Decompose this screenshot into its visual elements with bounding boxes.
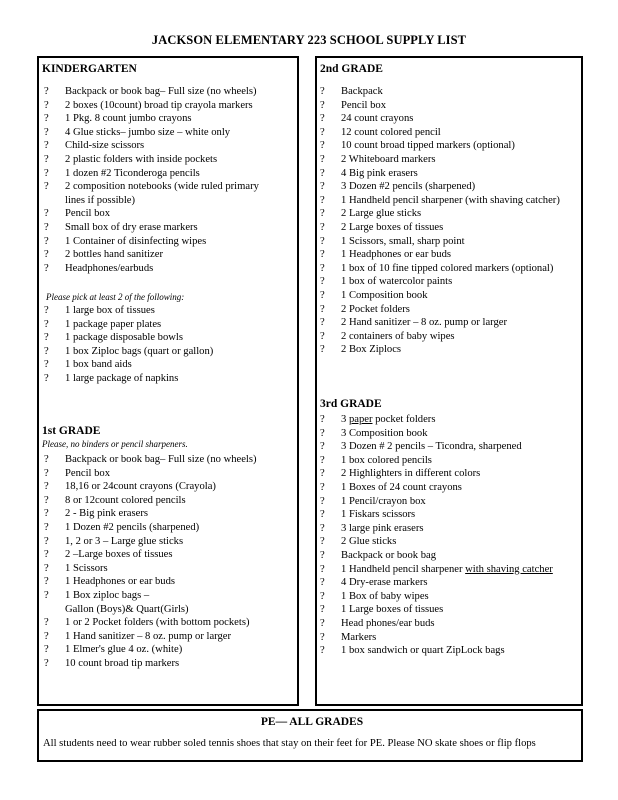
item-text: 1 Handheld pencil sharpener (with shaving catcher) xyxy=(341,194,560,206)
item-text: Pencil box xyxy=(341,99,387,111)
list-item xyxy=(41,562,257,576)
item-text: 3 large pink erasers xyxy=(341,522,424,534)
list-item xyxy=(41,372,213,386)
list-item xyxy=(317,85,560,99)
bullet-marker: ? xyxy=(320,563,325,575)
item-text: Small box of dry erase markers xyxy=(65,221,198,233)
item-text: 1 box colored pencils xyxy=(341,454,432,466)
bullet-marker: ? xyxy=(320,495,325,507)
pe-box xyxy=(37,709,583,762)
list-item xyxy=(41,643,257,657)
bullet-marker: ? xyxy=(320,509,325,521)
list-item xyxy=(41,575,257,589)
bullet-marker: ? xyxy=(320,262,325,274)
item-text: 1 Fiskars scissors xyxy=(341,509,416,521)
bullet-marker: ? xyxy=(44,208,49,220)
bullet-marker: ? xyxy=(44,86,49,97)
bullet-marker: ? xyxy=(44,508,49,520)
bullet-marker: ? xyxy=(44,494,49,506)
list-item xyxy=(41,139,259,153)
list-item xyxy=(41,630,257,644)
list-item xyxy=(41,180,259,207)
list-item xyxy=(41,248,259,262)
bullet-marker: ? xyxy=(44,589,49,601)
item-text: 18,16 or 24count crayons (Crayola) xyxy=(65,481,216,493)
list-item xyxy=(317,330,560,344)
kindergarten-list xyxy=(41,85,259,275)
item-text: 2 Glue sticks xyxy=(341,536,397,548)
item-text: 10 count broad tip markers xyxy=(65,657,180,669)
bullet-marker: ? xyxy=(320,303,325,315)
bullet-marker: ? xyxy=(320,414,325,425)
item-text: 1 box Ziploc bags (quart or gallon) xyxy=(65,345,214,357)
bullet-marker: ? xyxy=(44,359,49,371)
list-item xyxy=(41,153,259,167)
list-item xyxy=(317,316,560,330)
bullet-marker: ? xyxy=(44,481,49,493)
list-item xyxy=(41,345,213,359)
bullet-marker: ? xyxy=(44,126,49,138)
bullet-marker: ? xyxy=(44,99,49,111)
list-item xyxy=(41,221,259,235)
bullet-marker: ? xyxy=(44,318,49,330)
item-text: Pencil box xyxy=(65,208,111,220)
list-item xyxy=(317,576,553,590)
item-text: 1 Pkg. 8 count jumbo crayons xyxy=(65,113,192,125)
bullet-marker: ? xyxy=(44,644,49,656)
bullet-marker: ? xyxy=(320,317,325,329)
item-text: 3 Dozen # 2 pencils – Ticondra, sharpened xyxy=(341,441,522,453)
item-text: 3 xyxy=(341,414,349,425)
list-item xyxy=(317,167,560,181)
list-item xyxy=(317,549,553,563)
list-item xyxy=(317,481,553,495)
bullet-marker: ? xyxy=(320,289,325,301)
bullet-marker: ? xyxy=(44,140,49,152)
item-text: Backpack xyxy=(341,86,383,97)
bullet-marker: ? xyxy=(320,249,325,261)
item-text: 2 containers of baby wipes xyxy=(341,330,455,342)
item-text: Backpack or book bag xyxy=(341,549,437,561)
list-item xyxy=(41,235,259,249)
list-item xyxy=(41,207,259,221)
bullet-marker: ? xyxy=(320,330,325,342)
list-item xyxy=(317,180,560,194)
item-text: 1 Scissors, small, sharp point xyxy=(341,235,465,247)
item-continuation: lines if possible) xyxy=(65,194,136,206)
bullet-marker: ? xyxy=(320,481,325,493)
bullet-marker: ? xyxy=(320,604,325,616)
bullet-marker: ? xyxy=(320,454,325,466)
bullet-marker: ? xyxy=(320,631,325,643)
item-text: 8 or 12count colored pencils xyxy=(65,494,186,506)
item-text: 1 box band aids xyxy=(65,359,132,371)
item-text: 24 count crayons xyxy=(341,113,414,125)
first-grade-note: Please, no binders or pencil sharpeners. xyxy=(42,439,188,449)
bullet-marker: ? xyxy=(320,126,325,138)
bullet-marker: ? xyxy=(44,562,49,574)
list-item xyxy=(317,275,560,289)
bullet-marker: ? xyxy=(320,577,325,589)
bullet-marker: ? xyxy=(320,153,325,165)
third-grade-list xyxy=(317,413,553,658)
bullet-marker: ? xyxy=(44,617,49,629)
bullet-marker: ? xyxy=(320,344,325,356)
bullet-marker: ? xyxy=(320,590,325,602)
list-item xyxy=(41,99,259,113)
bullet-marker: ? xyxy=(44,305,49,316)
bullet-marker: ? xyxy=(44,262,49,274)
list-item xyxy=(317,590,553,604)
item-text: 3 Composition book xyxy=(341,427,428,439)
list-item xyxy=(41,318,213,332)
list-item xyxy=(317,631,553,645)
list-item xyxy=(317,535,553,549)
bullet-marker: ? xyxy=(44,630,49,642)
list-item xyxy=(41,262,259,276)
bullet-marker: ? xyxy=(44,181,49,193)
bullet-marker: ? xyxy=(44,332,49,344)
list-item xyxy=(317,522,553,536)
second-grade-list xyxy=(317,85,560,357)
item-text: Headphones/earbuds xyxy=(65,262,154,274)
bullet-marker: ? xyxy=(320,140,325,152)
list-item xyxy=(317,207,560,221)
bullet-marker: ? xyxy=(44,521,49,533)
item-text: 1, 2 or 3 – Large glue sticks xyxy=(65,535,184,547)
item-text: 4 Glue sticks– jumbo size – white only xyxy=(65,126,231,138)
item-text: 1 dozen #2 Ticonderoga pencils xyxy=(65,167,200,179)
bullet-marker: ? xyxy=(44,153,49,165)
item-text: 2 Box Ziplocs xyxy=(341,344,402,356)
bullet-marker: ? xyxy=(320,235,325,247)
item-text: 1 Large boxes of tissues xyxy=(341,604,444,616)
item-continuation: Gallon (Boys)& Quart(Girls) xyxy=(65,603,189,615)
list-item xyxy=(41,521,257,535)
bullet-marker: ? xyxy=(320,99,325,111)
bullet-marker: ? xyxy=(44,345,49,357)
list-item xyxy=(41,304,213,318)
bullet-marker: ? xyxy=(44,549,49,561)
bullet-marker: ? xyxy=(44,249,49,261)
list-item xyxy=(317,440,553,454)
kindergarten-heading: KINDERGARTEN xyxy=(42,63,137,75)
list-item xyxy=(317,235,560,249)
list-item xyxy=(41,167,259,181)
bullet-marker: ? xyxy=(44,235,49,247)
bullet-marker: ? xyxy=(44,372,49,384)
bullet-marker: ? xyxy=(320,181,325,193)
bullet-marker: ? xyxy=(320,208,325,220)
kindergarten-pick-note: Please pick at least 2 of the following: xyxy=(46,292,185,302)
third-grade-heading: 3rd GRADE xyxy=(320,398,382,410)
item-text: 2 bottles hand sanitizer xyxy=(65,249,163,261)
list-item xyxy=(41,358,213,372)
bullet-marker: ? xyxy=(320,427,325,439)
kindergarten-pick-list xyxy=(41,304,213,386)
list-item xyxy=(317,221,560,235)
item-text-underlined: with shaving catcher xyxy=(465,563,553,575)
item-text: 1 Boxes of 24 count crayons xyxy=(341,481,462,493)
list-item xyxy=(41,535,257,549)
list-item xyxy=(317,99,560,113)
pe-heading: PE— ALL GRADES xyxy=(260,716,364,728)
list-item xyxy=(41,331,213,345)
bullet-marker: ? xyxy=(320,113,325,125)
list-item xyxy=(317,248,560,262)
item-text: 1 box of 10 fine tipped colored markers (optional) xyxy=(341,262,554,274)
item-text: 4 Dry-erase markers xyxy=(341,577,428,589)
right-column-box xyxy=(315,56,583,706)
item-text: 1 box of watercolor paints xyxy=(341,276,453,288)
list-item xyxy=(317,194,560,208)
item-text: 1 Scissors xyxy=(65,562,108,574)
list-item xyxy=(41,494,257,508)
list-item xyxy=(41,85,259,99)
bullet-marker: ? xyxy=(320,441,325,453)
bullet-marker: ? xyxy=(44,657,49,669)
bullet-marker: ? xyxy=(44,454,49,465)
list-item xyxy=(317,495,553,509)
item-text: 1 Dozen #2 pencils (sharpened) xyxy=(65,521,200,533)
list-item xyxy=(41,589,257,616)
item-text: Child-size scissors xyxy=(65,140,145,152)
item-text: 1 box sandwich or quart ZipLock bags xyxy=(341,645,505,657)
item-text: pocket folders xyxy=(372,414,436,425)
item-text: Backpack or book bag– Full size (no wheels) xyxy=(65,86,257,97)
list-item xyxy=(317,467,553,481)
list-item xyxy=(317,289,560,303)
list-item xyxy=(317,262,560,276)
item-text: 2 Large glue sticks xyxy=(341,208,422,220)
item-text: 1 package disposable bowls xyxy=(65,332,183,344)
list-item xyxy=(317,139,560,153)
list-item xyxy=(317,303,560,317)
list-item xyxy=(317,112,560,126)
bullet-marker: ? xyxy=(320,86,325,97)
item-text: 1 Composition book xyxy=(341,289,428,301)
list-item xyxy=(41,126,259,140)
bullet-marker: ? xyxy=(320,167,325,179)
bullet-marker: ? xyxy=(320,536,325,548)
bullet-marker: ? xyxy=(320,549,325,561)
item-text: 2 Pocket folders xyxy=(341,303,410,315)
item-text: 2 plastic folders with inside pockets xyxy=(65,153,218,165)
list-item xyxy=(41,453,257,467)
left-column-box xyxy=(37,56,299,706)
bullet-marker: ? xyxy=(44,576,49,588)
bullet-marker: ? xyxy=(44,113,49,125)
bullet-marker: ? xyxy=(320,194,325,206)
item-text: 2 Highlighters in different colors xyxy=(341,468,481,480)
list-item xyxy=(317,644,553,658)
bullet-marker: ? xyxy=(320,468,325,480)
bullet-marker: ? xyxy=(320,221,325,233)
bullet-marker: ? xyxy=(320,522,325,534)
item-text: 2 Large boxes of tissues xyxy=(341,221,444,233)
list-item xyxy=(317,563,553,577)
list-item xyxy=(41,616,257,630)
list-item xyxy=(41,112,259,126)
item-text: 1 Headphones or ear buds xyxy=(341,249,452,261)
item-text: Backpack or book bag– Full size (no wheels) xyxy=(65,454,257,465)
first-grade-heading: 1st GRADE xyxy=(42,425,101,437)
list-item xyxy=(317,617,553,631)
list-item xyxy=(317,126,560,140)
list-item xyxy=(317,343,560,357)
second-grade-heading: 2nd GRADE xyxy=(320,63,383,75)
item-text: 2 boxes (10count) broad tip crayola markers xyxy=(65,99,253,111)
list-item xyxy=(317,603,553,617)
item-text: 1 large box of tissues xyxy=(65,305,155,316)
item-text: 1 Hand sanitizer – 8 oz. pump or larger xyxy=(65,630,232,642)
bullet-marker: ? xyxy=(44,167,49,179)
bullet-marker: ? xyxy=(320,276,325,288)
bullet-marker: ? xyxy=(44,221,49,233)
item-text: 3 Dozen #2 pencils (sharpened) xyxy=(341,181,476,193)
item-text: 1 Handheld pencil sharpener xyxy=(341,563,466,575)
item-text: 2 Hand sanitizer – 8 oz. pump or larger xyxy=(341,317,508,329)
item-text: 1 or 2 Pocket folders (with bottom pockets) xyxy=(65,617,250,629)
item-text: 2 - Big pink erasers xyxy=(65,508,148,520)
page-title: JACKSON ELEMENTARY 223 SCHOOL SUPPLY LIST xyxy=(151,33,467,47)
list-item xyxy=(317,454,553,468)
first-grade-list xyxy=(41,453,257,671)
item-text: 1 Container of disinfecting wipes xyxy=(65,235,207,247)
pe-text: All students need to wear rubber soled tennis shoes that stay on their feet for PE. Please NO skate shoes or flip flops xyxy=(43,738,536,749)
list-item xyxy=(41,507,257,521)
item-text: 12 count colored pencil xyxy=(341,126,441,138)
list-item xyxy=(317,427,553,441)
bullet-marker: ? xyxy=(44,467,49,479)
list-item xyxy=(41,467,257,481)
bullet-marker: ? xyxy=(320,645,325,657)
bullet-marker: ? xyxy=(44,535,49,547)
list-item xyxy=(41,548,257,562)
item-text: Pencil box xyxy=(65,467,111,479)
item-text: 1 Elmer's glue 4 oz. (white) xyxy=(65,644,183,656)
item-text: 1 large package of napkins xyxy=(65,372,179,384)
list-item xyxy=(41,657,257,671)
item-text: 2 composition notebooks (wide ruled primary xyxy=(65,181,259,193)
item-text: 10 count broad tipped markers (optional) xyxy=(341,140,515,152)
item-text: 1 Pencil/crayon box xyxy=(341,495,426,507)
item-text: 1 package paper plates xyxy=(65,318,162,330)
bullet-marker: ? xyxy=(320,617,325,629)
list-item xyxy=(317,153,560,167)
item-text: 1 Headphones or ear buds xyxy=(65,576,176,588)
item-text: 2 –Large boxes of tissues xyxy=(65,549,173,561)
list-item xyxy=(317,508,553,522)
item-text: Markers xyxy=(341,631,377,643)
item-text: 1 Box ziploc bags – xyxy=(65,589,150,601)
list-item xyxy=(41,480,257,494)
item-text: 4 Big pink erasers xyxy=(341,167,418,179)
list-item xyxy=(317,413,553,427)
item-text-underlined: paper xyxy=(348,414,373,425)
item-text: 2 Whiteboard markers xyxy=(341,153,436,165)
item-text: Head phones/ear buds xyxy=(341,617,435,629)
item-text: 1 Box of baby wipes xyxy=(341,590,429,602)
